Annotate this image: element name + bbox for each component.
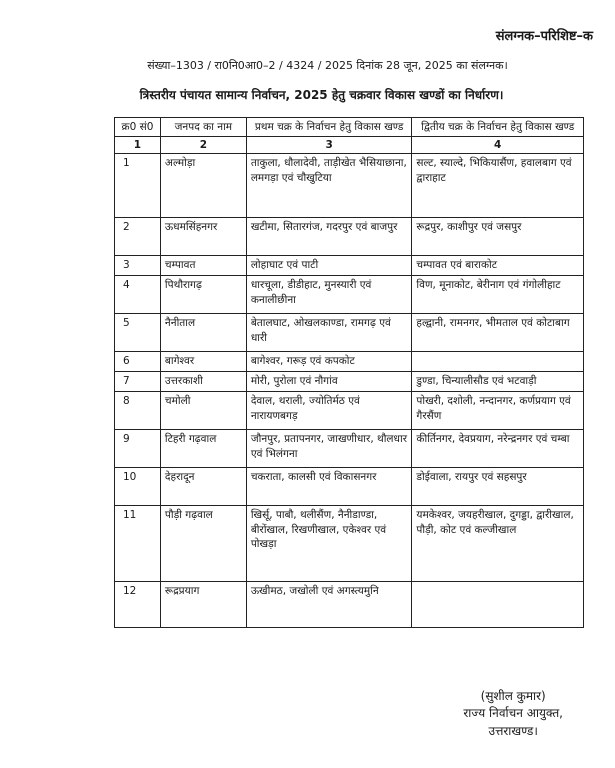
row-phase2-blocks bbox=[412, 582, 584, 628]
row-district: चम्पावत bbox=[160, 256, 246, 276]
row-phase1-blocks: लोहाघाट एवं पाटी bbox=[246, 256, 412, 276]
table-row bbox=[115, 314, 584, 352]
header-sno: क्र0 सं0 bbox=[115, 118, 161, 137]
row-district: पौड़ी गढ़वाल bbox=[160, 506, 246, 582]
row-phase2-blocks: डोईवाला, रायपुर एवं सहसपुर bbox=[412, 468, 584, 506]
row-phase1-blocks: धारचूला, डीडीहाट, मुनस्यारी एवं कनालीछीना bbox=[246, 276, 412, 314]
row-district: देहरादून bbox=[160, 468, 246, 506]
row-district: नैनीताल bbox=[160, 314, 246, 352]
signature-block bbox=[463, 688, 563, 740]
row-phase1-blocks: मोरी, पुरोला एवं नौगांव bbox=[246, 372, 412, 392]
reference-line: संख्या–1303 / रा0नि0आ0–2 / 4324 / 2025 दिनांक 28 जून, 2025 का संलग्नक। bbox=[147, 59, 508, 72]
signatory-designation: राज्य निर्वाचन आयुक्त, bbox=[463, 706, 563, 721]
annex-label: संलग्नक–परिशिष्ट–क bbox=[495, 29, 593, 44]
row-district: टिहरी गढ़वाल bbox=[160, 430, 246, 468]
row-phase2-blocks: रूद्रपुर, काशीपुर एवं जसपुर bbox=[412, 218, 584, 256]
row-phase1-blocks: बागेश्वर, गरूड़ एवं कपकोट bbox=[246, 352, 412, 372]
table-row bbox=[115, 218, 584, 256]
table-header-row bbox=[115, 118, 584, 137]
row-phase2-blocks: हल्द्वानी, रामनगर, भीमताल एवं कोटाबाग bbox=[412, 314, 584, 352]
row-phase2-blocks: पोखरी, दशोली, नन्दानगर, कर्णप्रयाग एवं गैरसैंण bbox=[412, 392, 584, 430]
row-district: अल्मोड़ा bbox=[160, 154, 246, 218]
table-row bbox=[115, 392, 584, 430]
column-number: 4 bbox=[412, 137, 584, 154]
row-sno: 4 bbox=[115, 276, 161, 314]
row-phase1-blocks: खिर्सू, पाबौ, थलीसैंण, नैनीडाण्डा, बीरोंखाल, रिखणीखाल, एकेश्वर एवं पोखड़ा bbox=[246, 506, 412, 582]
signatory-name: (सुशील कुमार) bbox=[480, 689, 546, 703]
document-title: त्रिस्तरीय पंचायत सामान्य निर्वाचन, 2025 हेतु चक्रवार विकास खण्डों का निर्धारण। bbox=[139, 88, 504, 102]
row-sno: 9 bbox=[115, 430, 161, 468]
row-sno: 7 bbox=[115, 372, 161, 392]
row-district: उत्तरकाशी bbox=[160, 372, 246, 392]
row-district: चमोली bbox=[160, 392, 246, 430]
row-phase1-blocks: जौनपुर, प्रतापनगर, जाखणीधार, थौलधार एवं भिलंगना bbox=[246, 430, 412, 468]
table-row bbox=[115, 256, 584, 276]
row-phase2-blocks: यमकेश्वर, जयहरीखाल, दुगड्डा, द्वारीखाल, पौड़ी, कोट एवं कल्जीखाल bbox=[412, 506, 584, 582]
row-district: बागेश्वर bbox=[160, 352, 246, 372]
row-phase1-blocks: खटीमा, सितारगंज, गदरपुर एवं बाजपुर bbox=[246, 218, 412, 256]
row-district: पिथौरागढ़ bbox=[160, 276, 246, 314]
header-phase1: प्रथम चक्र के निर्वाचन हेतु विकास खण्ड bbox=[246, 118, 412, 137]
row-sno: 1 bbox=[115, 154, 161, 218]
row-sno: 5 bbox=[115, 314, 161, 352]
table-row bbox=[115, 506, 584, 582]
signatory-state: उत्तराखण्ड। bbox=[488, 723, 538, 738]
row-sno: 2 bbox=[115, 218, 161, 256]
row-phase1-blocks: ऊखीमठ, जखोली एवं अगस्त्यमुनि bbox=[246, 582, 412, 628]
row-phase2-blocks: सल्ट, स्याल्दे, भिकियासैंण, हवालबाग एवं द्वाराहाट bbox=[412, 154, 584, 218]
row-sno: 3 bbox=[115, 256, 161, 276]
row-phase1-blocks: देवाल, थराली, ज्योतिर्मठ एवं नारायणबगड़ bbox=[246, 392, 412, 430]
table-row bbox=[115, 154, 584, 218]
table-row bbox=[115, 582, 584, 628]
row-district: ऊधमसिंहनगर bbox=[160, 218, 246, 256]
table-row bbox=[115, 430, 584, 468]
row-sno: 12 bbox=[115, 582, 161, 628]
row-phase2-blocks: कीर्तिनगर, देवप्रयाग, नरेन्द्रनगर एवं चम्बा bbox=[412, 430, 584, 468]
header-district: जनपद का नाम bbox=[160, 118, 246, 137]
table-row bbox=[115, 352, 584, 372]
row-phase2-blocks: डुण्डा, चिन्यालीसौड एवं भटवाड़ी bbox=[412, 372, 584, 392]
row-sno: 10 bbox=[115, 468, 161, 506]
row-phase2-blocks bbox=[412, 352, 584, 372]
column-number: 3 bbox=[246, 137, 412, 154]
table-row bbox=[115, 468, 584, 506]
row-phase2-blocks: विण, मूनाकोट, बेरीनाग एवं गंगोलीहाट bbox=[412, 276, 584, 314]
development-blocks-table bbox=[114, 117, 584, 628]
table-row bbox=[115, 372, 584, 392]
row-phase1-blocks: चकराता, कालसी एवं विकासनगर bbox=[246, 468, 412, 506]
row-phase1-blocks: ताकुला, धौलादेवी, ताड़ीखेत भैसियाछाना, लमगड़ा एवं चौखुटिया bbox=[246, 154, 412, 218]
row-phase2-blocks: चम्पावत एवं बाराकोट bbox=[412, 256, 584, 276]
table-row bbox=[115, 276, 584, 314]
column-number-row bbox=[115, 137, 584, 154]
column-number: 2 bbox=[160, 137, 246, 154]
row-phase1-blocks: बेतालघाट, ओखलकाण्डा, रामगढ़ एवं धारी bbox=[246, 314, 412, 352]
row-sno: 6 bbox=[115, 352, 161, 372]
table-body bbox=[115, 154, 584, 628]
row-sno: 11 bbox=[115, 506, 161, 582]
column-number: 1 bbox=[115, 137, 161, 154]
row-sno: 8 bbox=[115, 392, 161, 430]
header-phase2: द्वितीय चक्र के निर्वाचन हेतु विकास खण्ड bbox=[412, 118, 584, 137]
row-district: रूद्रप्रयाग bbox=[160, 582, 246, 628]
